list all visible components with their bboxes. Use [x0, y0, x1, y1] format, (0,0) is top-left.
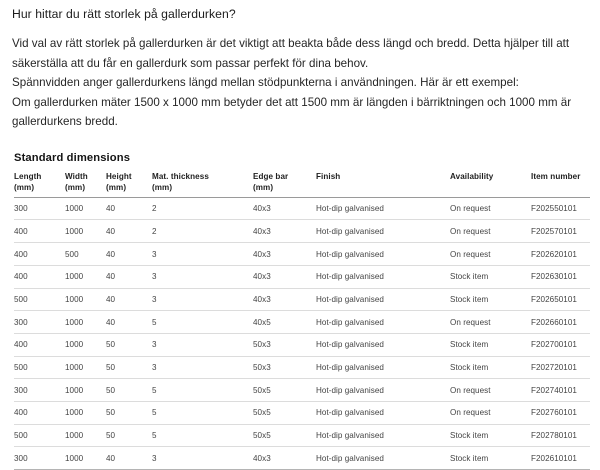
cell-width: 1000 — [65, 197, 106, 220]
table-row — [14, 311, 590, 334]
cell-length: 400 — [14, 265, 65, 288]
cell-item-number: F202660101 — [531, 311, 590, 334]
cell-finish: Hot-dip galvanised — [316, 401, 450, 424]
cell-item-number: F202550101 — [531, 197, 590, 220]
table-row — [14, 197, 590, 220]
cell-height: 40 — [106, 220, 152, 243]
standard-dimensions-table — [14, 171, 590, 470]
table-row — [14, 356, 590, 379]
cell-height: 40 — [106, 311, 152, 334]
cell-availability: On request — [450, 220, 531, 243]
column-header-length-unit: (mm) — [14, 183, 35, 193]
column-header-width — [65, 171, 106, 197]
cell-edge-bar: 40x3 — [253, 447, 316, 470]
column-header-width-label: Width — [65, 171, 88, 181]
column-header-item-number — [531, 171, 590, 197]
table-row — [14, 424, 590, 447]
cell-mat-thickness: 5 — [152, 401, 253, 424]
column-header-availability — [450, 171, 531, 197]
cell-item-number: F202740101 — [531, 379, 590, 402]
table-body — [14, 197, 590, 469]
cell-width: 1000 — [65, 424, 106, 447]
column-header-availability-label: Availability — [450, 171, 494, 181]
cell-length: 400 — [14, 220, 65, 243]
column-header-length-label: Length — [14, 171, 42, 181]
column-header-mat-thickness-label: Mat. thickness — [152, 171, 209, 181]
cell-edge-bar: 50x5 — [253, 379, 316, 402]
table-row — [14, 265, 590, 288]
cell-finish: Hot-dip galvanised — [316, 447, 450, 470]
cell-finish: Hot-dip galvanised — [316, 220, 450, 243]
cell-edge-bar: 50x3 — [253, 356, 316, 379]
cell-width: 1000 — [65, 333, 106, 356]
cell-length: 500 — [14, 356, 65, 379]
cell-finish: Hot-dip galvanised — [316, 379, 450, 402]
table-row — [14, 243, 590, 266]
cell-availability: Stock item — [450, 356, 531, 379]
cell-finish: Hot-dip galvanised — [316, 424, 450, 447]
cell-edge-bar: 40x5 — [253, 311, 316, 334]
cell-width: 1000 — [65, 356, 106, 379]
paragraph-1: Vid val av rätt storlek på gallerdurken är det viktigt att beakta både dess längd och bredd. Detta hjälper till att säkerställa att du får en gallerdurk som passar perfekt för dina behov. — [12, 37, 570, 70]
cell-height: 40 — [106, 197, 152, 220]
cell-edge-bar: 50x3 — [253, 333, 316, 356]
cell-finish: Hot-dip galvanised — [316, 311, 450, 334]
cell-width: 1000 — [65, 220, 106, 243]
column-header-height-unit: (mm) — [106, 183, 127, 193]
cell-mat-thickness: 2 — [152, 220, 253, 243]
cell-finish: Hot-dip galvanised — [316, 265, 450, 288]
paragraph-3: Om gallerdurken mäter 1500 x 1000 mm betyder det att 1500 mm är längden i bärriktningen och 1000 mm är gallerdurkens bredd. — [12, 95, 572, 129]
table-row — [14, 333, 590, 356]
column-header-height — [106, 171, 152, 197]
cell-item-number: F202760101 — [531, 401, 590, 424]
cell-item-number: F202570101 — [531, 220, 590, 243]
cell-height: 50 — [106, 379, 152, 402]
cell-edge-bar: 40x3 — [253, 243, 316, 266]
cell-availability: Stock item — [450, 447, 531, 470]
cell-availability: Stock item — [450, 288, 531, 311]
cell-length: 300 — [14, 447, 65, 470]
cell-finish: Hot-dip galvanised — [316, 356, 450, 379]
cell-availability: On request — [450, 379, 531, 402]
cell-mat-thickness: 3 — [152, 288, 253, 311]
cell-width: 1000 — [65, 379, 106, 402]
cell-mat-thickness: 5 — [152, 424, 253, 447]
cell-edge-bar: 40x3 — [253, 220, 316, 243]
cell-finish: Hot-dip galvanised — [316, 288, 450, 311]
cell-availability: On request — [450, 243, 531, 266]
cell-item-number: F202650101 — [531, 288, 590, 311]
cell-height: 50 — [106, 356, 152, 379]
cell-height: 40 — [106, 265, 152, 288]
column-header-width-unit: (mm) — [65, 183, 86, 193]
cell-width: 1000 — [65, 265, 106, 288]
column-header-edge-bar — [253, 171, 316, 197]
cell-mat-thickness: 3 — [152, 356, 253, 379]
cell-availability: Stock item — [450, 333, 531, 356]
column-header-mat-thickness-unit: (mm) — [152, 183, 173, 193]
cell-edge-bar: 40x3 — [253, 265, 316, 288]
column-header-finish — [316, 171, 450, 197]
cell-height: 50 — [106, 401, 152, 424]
column-header-item-number-label: Item number — [531, 171, 581, 181]
cell-finish: Hot-dip galvanised — [316, 243, 450, 266]
table-header — [14, 171, 590, 197]
cell-availability: On request — [450, 311, 531, 334]
cell-length: 300 — [14, 197, 65, 220]
cell-mat-thickness: 2 — [152, 197, 253, 220]
column-header-edge-bar-unit: (mm) — [253, 183, 274, 193]
table-row — [14, 447, 590, 470]
intro-text-block — [12, 34, 588, 132]
cell-item-number: F202610101 — [531, 447, 590, 470]
cell-mat-thickness: 3 — [152, 447, 253, 470]
cell-height: 40 — [106, 447, 152, 470]
cell-item-number: F202780101 — [531, 424, 590, 447]
cell-height: 50 — [106, 424, 152, 447]
column-header-length — [14, 171, 65, 197]
cell-finish: Hot-dip galvanised — [316, 333, 450, 356]
cell-availability: Stock item — [450, 265, 531, 288]
cell-height: 40 — [106, 243, 152, 266]
cell-width: 1000 — [65, 401, 106, 424]
cell-edge-bar: 50x5 — [253, 424, 316, 447]
cell-length: 400 — [14, 401, 65, 424]
cell-length: 300 — [14, 379, 65, 402]
cell-availability: On request — [450, 197, 531, 220]
cell-length: 500 — [14, 424, 65, 447]
cell-height: 50 — [106, 333, 152, 356]
section-heading: Standard dimensions — [14, 151, 131, 164]
cell-mat-thickness: 5 — [152, 311, 253, 334]
column-header-edge-bar-label: Edge bar — [253, 171, 289, 181]
cell-item-number: F202620101 — [531, 243, 590, 266]
cell-width: 1000 — [65, 447, 106, 470]
cell-item-number: F202720101 — [531, 356, 590, 379]
table-row — [14, 379, 590, 402]
cell-item-number: F202630101 — [531, 265, 590, 288]
cell-edge-bar: 40x3 — [253, 197, 316, 220]
cell-width: 1000 — [65, 288, 106, 311]
cell-length: 300 — [14, 311, 65, 334]
cell-length: 400 — [14, 333, 65, 356]
column-header-finish-label: Finish — [316, 171, 341, 181]
table-row — [14, 220, 590, 243]
cell-availability: Stock item — [450, 424, 531, 447]
table-row — [14, 401, 590, 424]
cell-length: 500 — [14, 288, 65, 311]
table-header-row — [14, 171, 590, 197]
cell-mat-thickness: 3 — [152, 333, 253, 356]
cell-finish: Hot-dip galvanised — [316, 197, 450, 220]
column-header-height-label: Height — [106, 171, 132, 181]
page-title: Hur hittar du rätt storlek på gallerdurken? — [12, 7, 236, 21]
cell-mat-thickness: 3 — [152, 243, 253, 266]
cell-mat-thickness: 5 — [152, 379, 253, 402]
column-header-mat-thickness — [152, 171, 253, 197]
table-row — [14, 288, 590, 311]
paragraph-2: Spännvidden anger gallerdurkens längd mellan stödpunkterna i användningen. Här är ett exempel: — [12, 76, 519, 90]
cell-height: 40 — [106, 288, 152, 311]
cell-availability: On request — [450, 401, 531, 424]
cell-length: 400 — [14, 243, 65, 266]
cell-edge-bar: 40x3 — [253, 288, 316, 311]
cell-width: 500 — [65, 243, 106, 266]
cell-edge-bar: 50x5 — [253, 401, 316, 424]
cell-width: 1000 — [65, 311, 106, 334]
cell-mat-thickness: 3 — [152, 265, 253, 288]
cell-item-number: F202700101 — [531, 333, 590, 356]
